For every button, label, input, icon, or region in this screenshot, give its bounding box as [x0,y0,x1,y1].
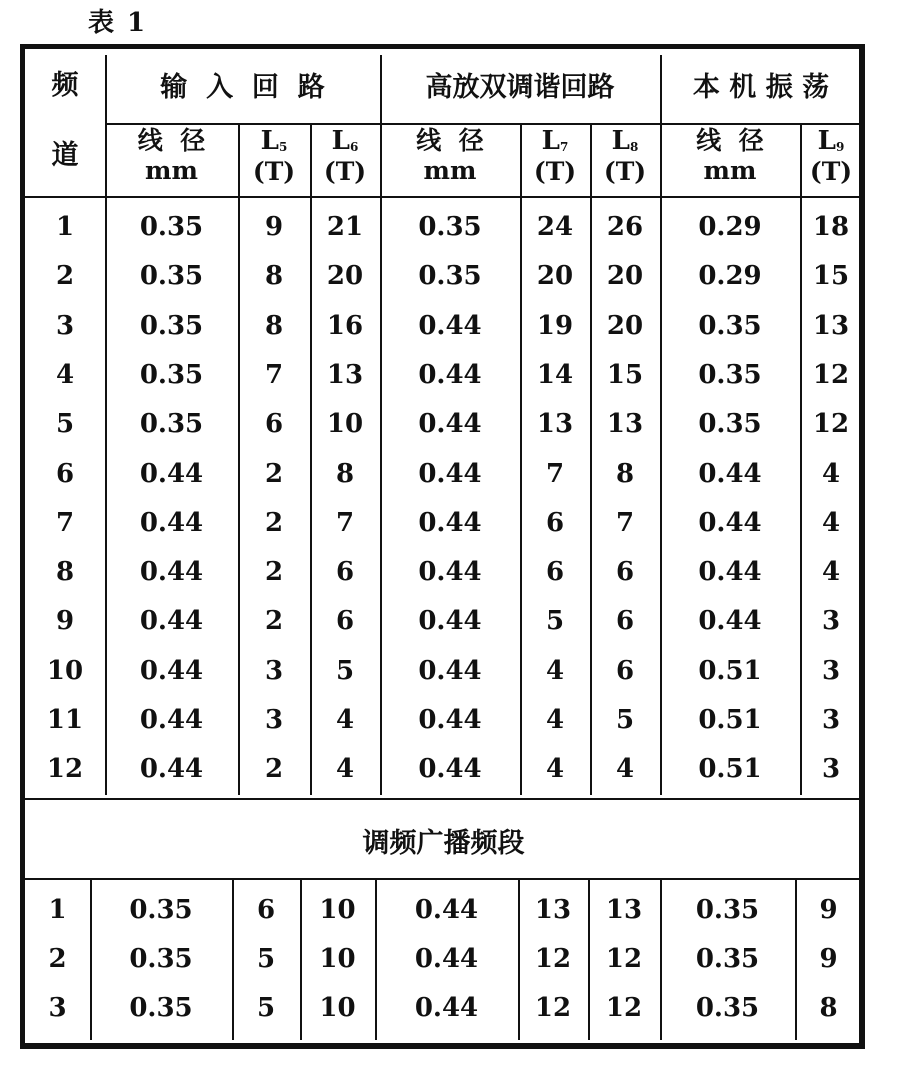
tv-cell-r2-c2: 8 [264,261,284,292]
fm-cell-r1-c6: 13 [605,895,643,925]
unit-label: mm [145,156,198,186]
subheader-label: 线 径 [416,126,484,155]
subheader-1-2 [590,128,660,186]
fm-cell-r2-c8: 9 [819,944,838,974]
tv-cell-r11-c1: 0.44 [139,705,204,735]
tv-cell-r7-c5: 6 [545,507,565,538]
fm-cell-r1-c2: 6 [256,895,276,925]
tv-cell-r10-c4: 0.44 [418,655,482,686]
tv-cell-r1-c3: 21 [326,212,364,242]
tv-cell-r10-c5: 4 [545,655,565,686]
tv-cell-r12-c3: 4 [335,754,355,785]
subheader-0-2 [310,128,380,186]
subheader-1-1 [520,128,590,186]
fm-section-title: 调频广播频段 [362,828,525,859]
fm-cell-r2-c1: 0.35 [129,944,193,974]
fm-cell-r3-c6: 12 [605,993,643,1023]
tv-cell-r11-c6: 5 [615,705,635,735]
fm-cell-r3-c2: 5 [256,993,276,1023]
subheader-label [520,128,590,155]
tv-cell-r2-c8: 15 [812,261,850,292]
tv-cell-r6-c7: 0.44 [698,458,762,489]
tv-cell-r7-c7: 0.44 [698,507,762,538]
tv-cell-r12-c2: 2 [264,754,284,785]
subheader-0-1 [238,128,310,186]
coil-index: 5 [278,140,288,154]
tv-cell-r6-c6: 8 [615,458,635,489]
tv-cell-r1-c6: 26 [606,212,644,242]
tv-cell-r10-c8: 3 [821,655,841,686]
tv-cell-r1-c5: 24 [536,212,574,242]
tv-cell-r12-c0: 12 [46,754,84,785]
fm-cell-r2-c7: 0.35 [695,944,760,974]
unit-label: (T) [533,157,577,187]
tv-cell-r8-c5: 6 [545,557,565,588]
tv-cell-r10-c2: 3 [264,655,284,686]
tv-cell-r9-c7: 0.44 [698,606,762,637]
tv-cell-r12-c5: 4 [545,754,565,785]
tv-cell-r9-c4: 0.44 [418,606,482,637]
coil-index: 6 [349,140,359,154]
tv-cell-r5-c0: 5 [55,409,75,440]
tv-cell-r10-c3: 5 [335,655,355,686]
tv-cell-r3-c0: 3 [55,310,75,341]
tv-cell-r5-c1: 0.35 [139,409,204,440]
tv-cell-r4-c3: 13 [326,359,364,390]
tv-cell-r10-c6: 6 [615,655,635,686]
tv-cell-r4-c6: 15 [606,359,644,390]
tv-cell-r7-c4: 0.44 [418,507,482,538]
fm-cell-r1-c0: 1 [48,895,67,925]
tv-cell-r2-c6: 20 [606,261,644,292]
tv-cell-r10-c1: 0.44 [139,655,204,686]
tv-cell-r2-c3: 20 [326,261,364,292]
subheader-2-1 [800,128,862,186]
tv-cell-r5-c7: 0.35 [698,409,762,440]
fm-cell-r2-c3: 10 [319,944,356,974]
tv-cell-r7-c3: 7 [335,507,355,538]
tv-cell-r11-c5: 4 [545,705,565,735]
subheader-0-0 [105,128,238,185]
fm-cell-r1-c1: 0.35 [129,895,193,925]
tv-cell-r1-c1: 0.35 [139,212,204,242]
tv-cell-r5-c6: 13 [606,409,644,440]
fm-cell-r1-c5: 13 [534,895,572,925]
tv-cell-r3-c3: 16 [326,310,364,341]
tv-cell-r11-c8: 3 [821,705,841,735]
tv-cell-r6-c0: 6 [55,458,75,489]
tv-cell-r12-c1: 0.44 [139,754,204,785]
tv-cell-r8-c1: 0.44 [139,557,204,588]
fm-cell-r3-c1: 0.35 [129,993,193,1023]
group-header-2: 本 机 振 荡 [692,72,830,103]
fm-cell-r1-c7: 0.35 [695,895,760,925]
tv-cell-r4-c8: 12 [812,359,850,390]
coil-index: 9 [835,140,845,154]
channel-header-top: 频 [51,70,79,101]
tv-cell-r6-c4: 0.44 [418,458,482,489]
coil-index: 8 [629,140,639,154]
tv-cell-r6-c2: 2 [264,458,284,489]
tv-cell-r7-c1: 0.44 [139,507,204,538]
tv-cell-r11-c2: 3 [264,705,284,735]
fm-cell-r1-c4: 0.44 [414,895,479,925]
subheader-label: 线 径 [137,126,206,155]
tv-cell-r2-c0: 2 [55,261,75,292]
tv-cell-r9-c1: 0.44 [139,606,204,637]
tv-cell-r3-c8: 13 [812,310,850,341]
tv-cell-r5-c2: 6 [264,409,284,440]
tv-cell-r1-c2: 9 [264,212,284,242]
tv-cell-r8-c8: 4 [821,557,841,588]
tv-cell-r11-c7: 0.51 [698,705,762,735]
fm-cell-r3-c3: 10 [319,993,356,1023]
channel-header-bottom: 道 [51,140,79,171]
tv-cell-r1-c8: 18 [812,212,850,242]
tv-cell-r4-c2: 7 [264,359,284,390]
tv-cell-r3-c1: 0.35 [139,310,204,341]
fm-cell-r2-c6: 12 [605,944,643,974]
tv-cell-r5-c5: 13 [536,409,574,440]
tv-cell-r3-c2: 8 [264,310,284,341]
tv-cell-r8-c6: 6 [615,557,635,588]
fm-cell-r1-c8: 9 [819,895,838,925]
tv-cell-r6-c1: 0.44 [139,458,204,489]
tv-cell-r10-c0: 10 [46,655,84,686]
tv-cell-r9-c0: 9 [55,606,75,637]
fm-cell-r2-c4: 0.44 [414,944,479,974]
subheader-label: 线 径 [696,126,764,155]
fm-cell-r3-c7: 0.35 [695,993,760,1023]
fm-cell-r3-c4: 0.44 [414,993,479,1023]
coil-label: L [260,126,279,156]
fm-cell-r2-c5: 12 [534,944,572,974]
unit-label: (T) [323,157,367,187]
group-header-divider [105,123,862,125]
tv-cell-r6-c3: 8 [335,458,355,489]
tv-cell-r4-c0: 4 [55,359,75,390]
tv-cell-r3-c4: 0.44 [418,310,482,341]
tv-cell-r9-c5: 5 [545,606,565,637]
tv-cell-r7-c2: 2 [264,507,284,538]
tv-cell-r8-c2: 2 [264,557,284,588]
tv-cell-r8-c7: 0.44 [698,557,762,588]
tv-cell-r9-c2: 2 [264,606,284,637]
unit-label: (T) [809,157,853,187]
tv-cell-r9-c8: 3 [821,606,841,637]
tv-cell-r9-c3: 6 [335,606,355,637]
subheader-label [310,128,380,155]
tv-cell-r7-c6: 7 [615,507,635,538]
tv-cell-r12-c4: 0.44 [418,754,482,785]
tv-cell-r9-c6: 6 [615,606,635,637]
tv-cell-r7-c8: 4 [821,507,841,538]
subheader-label [238,128,310,155]
tv-cell-r2-c1: 0.35 [139,261,204,292]
fm-cell-r3-c8: 8 [819,993,838,1023]
tv-cell-r12-c8: 3 [821,754,841,785]
subheader-label [800,128,862,155]
coil-label: L [331,126,350,156]
tv-cell-r8-c0: 8 [55,557,75,588]
unit-label: (T) [603,157,647,187]
subheader-1-0 [380,128,520,185]
fm-cell-r3-c5: 12 [534,993,572,1023]
tv-cell-r7-c0: 7 [55,507,75,538]
tv-cell-r10-c7: 0.51 [698,655,762,686]
unit-label: (T) [252,157,296,187]
fm-cell-r2-c2: 5 [256,944,276,974]
tv-cell-r3-c7: 0.35 [698,310,762,341]
tv-cell-r4-c1: 0.35 [139,359,204,390]
tv-cell-r3-c6: 20 [606,310,644,341]
tv-cell-r4-c4: 0.44 [418,359,482,390]
coil-label: L [817,126,836,156]
fm-cell-r3-c0: 3 [48,993,67,1023]
subheader-label [590,128,660,155]
coil-label: L [611,126,630,156]
tv-cell-r2-c4: 0.35 [418,261,482,292]
tv-cell-r1-c0: 1 [55,212,75,242]
tv-cell-r12-c7: 0.51 [698,754,762,785]
fm-cell-r2-c0: 2 [48,944,67,974]
tv-cell-r11-c4: 0.44 [418,705,482,735]
coil-label: L [541,126,560,156]
tv-cell-r11-c3: 4 [335,705,355,735]
tv-cell-r8-c4: 0.44 [418,557,482,588]
tv-cell-r5-c4: 0.44 [418,409,482,440]
tv-cell-r4-c7: 0.35 [698,359,762,390]
tv-cell-r1-c4: 0.35 [418,212,482,242]
tv-cell-r12-c6: 4 [615,754,635,785]
unit-label: mm [703,156,757,186]
tv-cell-r8-c3: 6 [335,557,355,588]
tv-cell-r2-c7: 0.29 [698,261,762,292]
subheader-2-0 [660,128,800,185]
tv-cell-r1-c7: 0.29 [698,212,762,242]
table-caption: 表 1 [88,8,148,38]
tv-cell-r11-c0: 11 [46,705,84,735]
tv-cell-r2-c5: 20 [536,261,574,292]
tv-cell-r6-c8: 4 [821,458,841,489]
section-divider-bottom [25,878,862,880]
fm-cell-r1-c3: 10 [319,895,356,925]
unit-label: mm [423,156,477,186]
tv-cell-r5-c3: 10 [326,409,364,440]
coil-winding-table [20,44,865,1049]
tv-cell-r5-c8: 12 [812,409,850,440]
tv-cell-r3-c5: 19 [536,310,574,341]
group-header-0: 输 入 回 路 [160,72,325,103]
tv-cell-r4-c5: 14 [536,359,574,390]
section-divider-top [25,798,862,800]
tv-cell-r6-c5: 7 [545,458,565,489]
coil-index: 7 [559,140,569,154]
group-header-1: 高放双调谐回路 [425,72,615,103]
header-bottom-rule [25,196,862,198]
